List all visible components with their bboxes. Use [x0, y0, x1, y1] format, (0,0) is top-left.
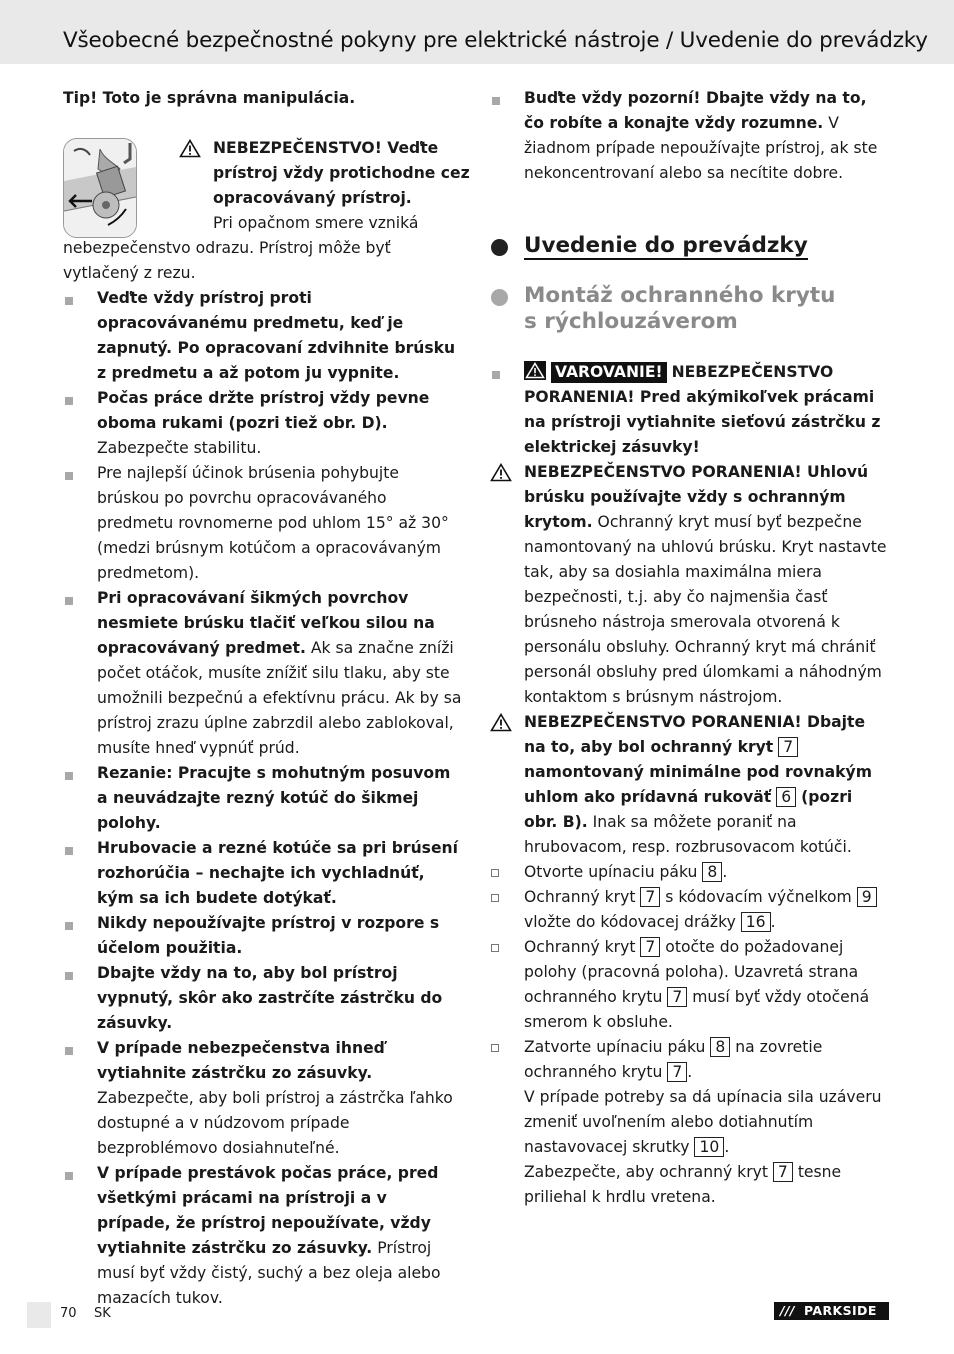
warning-tag: VAROVANIE!: [551, 362, 667, 383]
list-item: [63, 1036, 465, 1161]
step-item: Ochranný kryt 7 otočte do požadovanej polohy (pracovná poloha). Uzavretá strana ochranného krytu 7 musí byť vždy otočená smerom k obsluhe.: [490, 935, 890, 1035]
step-item: Zatvorte upínaciu páku 8 na zovretie ochranného krytu 7 . V prípade potreby sa dá upínacia sila uzáveru zmeniť uvoľnením alebo dotiahnutím nastavovacej skrutky 10 . Zabezpečte, aby ochranný kryt 7 tesne priliehal k hrdlu vretena.: [490, 1035, 890, 1210]
step-checkbox-icon: [491, 894, 499, 902]
list-item: [63, 286, 465, 386]
step-checkbox-icon: [491, 869, 499, 877]
step-checkbox-icon: [491, 944, 499, 952]
danger-1-text: Pri opačnom smere vzniká nebezpečenstvo odrazu. Prístroj môže byť vytlačený z rezu.: [63, 214, 419, 282]
left-bullet-list: [63, 286, 465, 1311]
list-item: [63, 836, 465, 911]
item-text: Zabezpečte stabilitu.: [97, 439, 262, 457]
warning-triangle-icon: [490, 713, 512, 732]
ref-box: 7: [778, 737, 798, 757]
item-bold: Počas práce držte prístroj vždy pevne oboma rukami (pozri tiež obr. D).: [97, 389, 430, 432]
ref-box: 7: [773, 1162, 793, 1182]
item-text: V žiadnom prípade nepoužívajte prístroj, ak ste nekoncentrovaní alebo sa necítite dobre.: [524, 114, 878, 182]
bullet-square: [492, 371, 500, 379]
item-text: Prístroj musí byť vždy čistý, suchý a bez oleja alebo mazacích tukov.: [97, 1239, 441, 1307]
warning-triangle-icon: [490, 463, 512, 482]
step-item: Ochranný kryt 7 s kódovacím výčnelkom 9 vložte do kódovacej drážky 16 .: [490, 885, 890, 935]
item-bold: Hrubovacie a rezné kotúče sa pri brúsení rozhorúčia – nechajte ich vychladnúť, kým sa ich budete dotýkať.: [97, 839, 458, 907]
warning-item: [490, 360, 890, 460]
section-dot-icon: [491, 289, 508, 306]
ref-box: 7: [667, 1062, 687, 1082]
list-item: [63, 761, 465, 836]
item-text: Pre najlepší účinok brúsenia pohybujte brúskou po povrchu opracovávaného predmetu rovnomerne pod uhlom 15° až 30° (medzi brúsnym kotúčom a opracovávaným predmetom).: [97, 464, 449, 582]
item-bold: Pri opracovávaní šikmých povrchov nesmiete brúsku tlačiť veľkou silou na opracovávaný predmet.: [97, 589, 435, 657]
danger-1-bold: NEBEZPEČENSTVO! Veďte prístroj vždy protichodne cez opracovávaný prístroj.: [213, 139, 470, 207]
bullet-square: [65, 972, 73, 980]
danger-block-1: [63, 136, 470, 211]
bullet-square: [65, 922, 73, 930]
item-bold: V prípade nebezpečenstva ihneď vytiahnite zástrčku zo zásuvky.: [97, 1039, 385, 1082]
language-code: SK: [94, 1306, 111, 1321]
item-text: Zabezpečte, aby boli prístroj a zástrčka ľahko dostupné a v núdzovom prípade bezproblémovo dosiahnuteľné.: [97, 1089, 453, 1157]
page-title: Všeobecné bezpečnostné pokyny pre elektrické nástroje / Uvedenie do prevádzky: [63, 28, 928, 53]
ref-box: 8: [702, 862, 722, 882]
list-item: [63, 911, 465, 961]
bullet-square: [65, 1047, 73, 1055]
item-bold: Rezanie: Pracujte s mohutným posuvom a neuvádzajte rezný kotúč do šikmej polohy.: [97, 764, 451, 832]
ref-box: 16: [741, 912, 771, 932]
parkside-logo: /// PARKSIDE: [774, 1302, 889, 1320]
bullet-square: [65, 772, 73, 780]
warning-triangle-icon-filled: [524, 361, 546, 380]
right-column: [490, 86, 890, 1210]
bullet-square: [65, 397, 73, 405]
bullet-square: [65, 1172, 73, 1180]
list-item: [490, 86, 890, 186]
list-item: [63, 961, 465, 1036]
warning-triangle-icon: [179, 139, 201, 158]
item-bold: Dbajte vždy na to, aby bol prístroj vypnutý, skôr ako zastrčíte zástrčku do zásuvky.: [97, 964, 443, 1032]
item-bold: V prípade prestávok počas práce, pred všetkými prácami na prístroji a v prípade, že prístroj nepoužívate, vždy vytiahnite zástrčku zo zásuvky.: [97, 1164, 439, 1257]
item-bold: Buďte vždy pozorní! Dbajte vždy na to, čo robíte a konajte vždy rozumne.: [524, 89, 867, 132]
ref-box: 7: [667, 987, 687, 1007]
list-item: [63, 461, 465, 586]
list-item: [63, 386, 465, 461]
section-title-guard: Montáž ochranného krytu s rýchlouzáverom: [490, 283, 854, 335]
danger-item-1: NEBEZPEČENSTVO PORANENIA! Uhlovú brúsku používajte vždy s ochranným krytom. Ochranný kryt musí byť bezpečne namontovaný na uhlovú brúsku. Kryt nastavte tak, aby sa dosiahla maximálna miera bezpečnosti, t.j. aby čo najmenšia časť brúsneho nástroja smerovala otvorená k personálu obsluhy. Ochranný kryt má chrániť personál obsluhy pred úlomkami a náhodným kontaktom s brúsnym nástrojom.: [490, 460, 890, 710]
ref-box: 7: [640, 937, 660, 957]
ref-box: 8: [710, 1037, 730, 1057]
section-dot-icon: [491, 239, 508, 256]
warning-text: NEBEZPEČENSTVO PORANENIA! Pred akýmikoľvek prácami na prístroji vytiahnite sieťovú zástrčku z elektrickej zásuvky!: [524, 363, 881, 456]
danger-item-2: NEBEZPEČENSTVO PORANENIA! Dbajte na to, aby bol ochranný kryt 7 namontovaný minimálne pod rovnakým uhlom ako prídavná rukoväť 6 (pozri obr. B). Inak sa môžete poraniť na hrubovacom, resp. rozbrusovacom kotúči.: [490, 710, 890, 860]
ref-box: 9: [857, 887, 877, 907]
item-bold: Nikdy nepoužívajte prístroj v rozpore s účelom použitia.: [97, 914, 440, 957]
section-title-operation: Uvedenie do prevádzky: [490, 233, 890, 259]
left-column: [63, 86, 470, 1311]
bullet-square: [65, 847, 73, 855]
bullet-square: [65, 472, 73, 480]
bullet-square: [65, 297, 73, 305]
step-checkbox-icon: [491, 1044, 499, 1052]
list-item: [63, 1161, 465, 1311]
footer-marker: [27, 1302, 51, 1328]
ref-box: 6: [776, 787, 796, 807]
ref-box: 7: [640, 887, 660, 907]
tip-heading: Tip! Toto je správna manipulácia.: [63, 89, 356, 107]
ref-box: 10: [694, 1137, 724, 1157]
list-item: [63, 586, 465, 761]
bullet-square: [492, 97, 500, 105]
item-text: Ak sa značne zníži počet otáčok, musíte znížiť silu tlaku, aby ste umožnili bezpečnú a efektívnu prácu. Ak by sa prístroj zrazu úplne zabrzdil alebo zablokoval, musíte hneď vypnúť prúd.: [97, 639, 462, 757]
header-bar: [0, 0, 954, 64]
step-item: Otvorte upínaciu páku 8 .: [490, 860, 890, 885]
item-bold: Veďte vždy prístroj proti opracovávanému predmetu, keď je zapnutý. Po opracovaní zdvihnite brúsku z predmetu a až potom ju vypnite.: [97, 289, 456, 382]
bullet-square: [65, 597, 73, 605]
page-number: 70: [60, 1306, 77, 1321]
